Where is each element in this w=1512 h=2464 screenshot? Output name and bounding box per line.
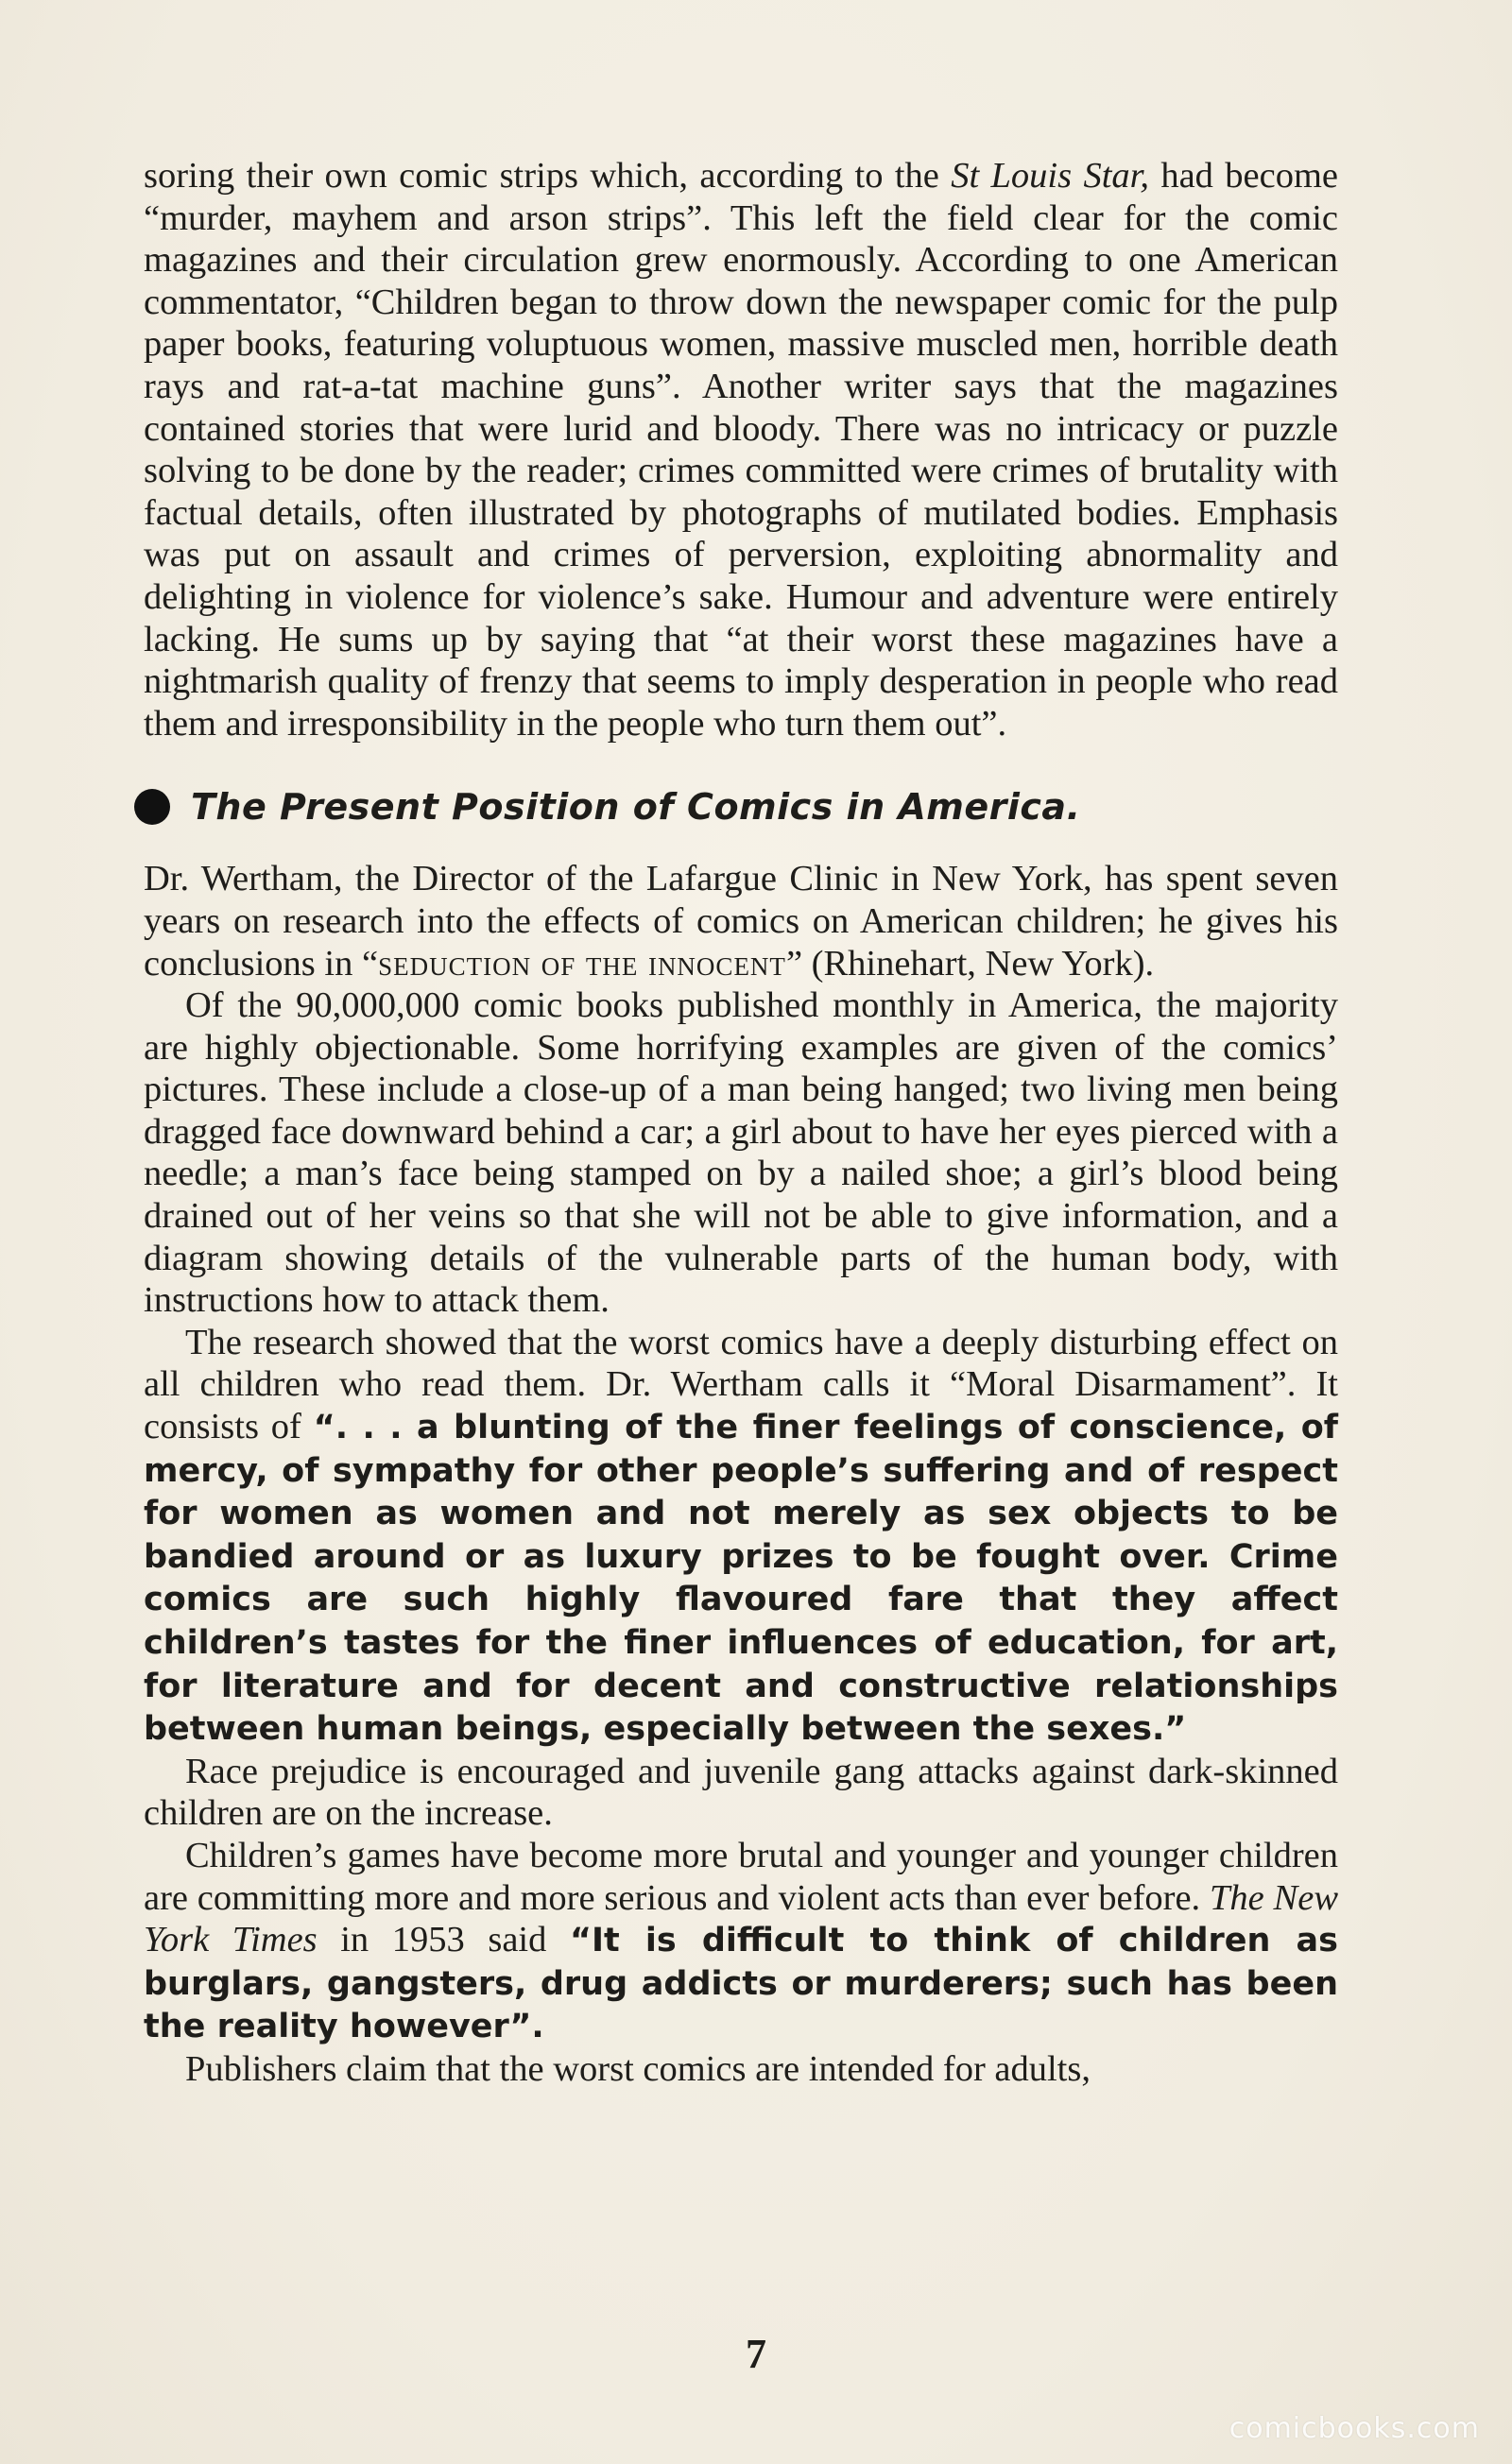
- paragraph-2-text-c: ” (Rhinehart, New York).: [785, 943, 1155, 984]
- paragraph-1: [144, 155, 1338, 744]
- paragraph-1-text-c: had become “murder, mayhem and arson strips”. This left the field clear for the comic magazines and their circulation grew enormously. According to one American commentator, “Children began to throw down the newspaper comic for the pulp paper books, featuring voluptuous women, massive muscled men, horrible death rays and rat-a-tat machine guns”. Another writer says that the magazines contained stories that were lurid and bloody. There was no intricacy or puzzle solving to be done by the reader; crimes committed were crimes of brutality with factual details, often illustrated by photographs of mutilated bodies. Emphasis was put on assault and crimes of perversion, exploiting abnormality and delighting in violence for violence’s sake. Humour and adventure were entirely lacking. He sums up by saying that “at their worst these magazines have a nightmarish quality of frenzy that seems to imply desperation in people who read them and irresponsibility in the people who turn them out”.: [144, 156, 1338, 744]
- paragraph-6-quote: “It is difficult to think of children as burglars, gangsters, drug addicts or murderers; such has been the reality however”.: [144, 1922, 1339, 2046]
- paragraph-1-italic-title: St Louis Star,: [951, 156, 1149, 196]
- paragraph-2-book-title: seduction of the innocent: [378, 943, 786, 984]
- page-number: 7: [746, 2331, 766, 2377]
- paragraph-7: Publishers claim that the worst comics are intended for adults,: [185, 2048, 1091, 2089]
- text-column: [144, 155, 1338, 2091]
- paragraph-6-newspaper: The New York Times: [144, 1877, 1338, 1960]
- section-heading: [134, 782, 1338, 831]
- paragraph-3: Of the 90,000,000 comic books published monthly in America, the majority are highly objectionable. Some horrifying examples are given of the comics’ pictures. These include a close-up of a man being hanged; two living men being dragged face downward behind a car; a girl about to have her eyes pierced with a needle; a man’s face being stamped on by a nailed shoe; a girl’s blood being drained out of her veins so that she will not be able to give information, and a diagram showing details of the vulnerable parts of the human body, with instructions how to attack them.: [144, 985, 1338, 1321]
- paragraph-6: [144, 1835, 1338, 2048]
- paragraph-4-text-a: The research showed that the worst comics have a deeply disturbing effect on all children who read them. Dr. Wertham calls it “Moral Disarmament”. It consists of: [144, 1322, 1338, 1447]
- paragraph-2-text-a: Dr. Wertham, the Director of the Lafargue Clinic in New York, has spent seven years on research into the effects of comics on American children; he gives his conclusions in “: [144, 859, 1338, 984]
- paragraph-1-text-a: soring their own comic strips which, according to the: [144, 156, 952, 196]
- paragraph-6-text-a: Children’s games have become more brutal and younger and younger children are committing more and more serious and violent acts than ever before.: [144, 1835, 1338, 1918]
- paragraph-6-text-c: in 1953 said: [317, 1920, 570, 1960]
- section-heading-text: The Present Position of Comics in America.: [191, 786, 1081, 829]
- watermark: comicbooks.com: [1228, 2412, 1480, 2445]
- paragraph-5: Race prejudice is encouraged and juvenile gang attacks against dark-skinned children are on the increase.: [144, 1751, 1338, 1834]
- bullet-icon: [134, 789, 170, 825]
- paragraph-4: [144, 1322, 1338, 1751]
- paragraph-2: [144, 858, 1338, 984]
- paragraph-4-quote: “. . . a blunting of the finer feelings of conscience, of mercy, of sympathy for other people’s suffering and of respect for women as women and not merely as sex objects to be bandied around or as luxury prizes to be fought over. Crime comics are such highly flavoured fare that they affect children’s tastes for the finer influences of education, for art, for literature and for decent and constructive relationships between human beings, especially between the sexes.”: [144, 1409, 1338, 1749]
